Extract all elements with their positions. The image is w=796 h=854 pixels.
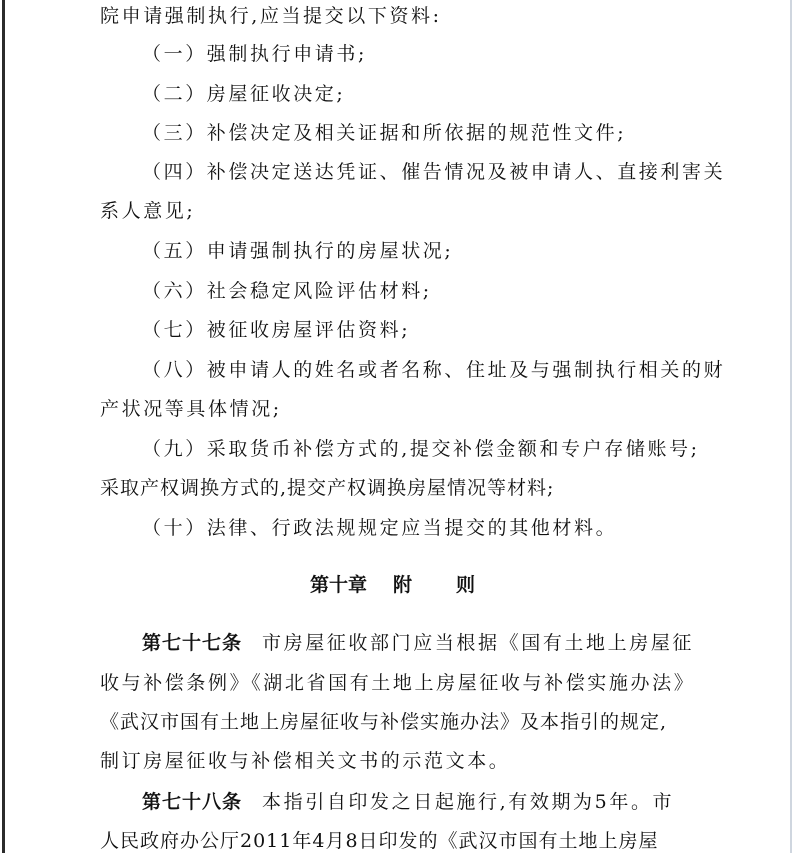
list-item-2: （二）房屋征收决定;: [142, 83, 346, 105]
article-78-first-line: [142, 789, 674, 815]
list-item-8-continued: 产状况等具体情况;: [100, 398, 282, 420]
article-78-label: 第七十八条: [142, 791, 243, 813]
window-left-border: [2, 0, 5, 853]
chapter-heading: [310, 571, 475, 599]
list-item-10: （十）法律、行政法规规定应当提交的其他材料。: [142, 517, 618, 539]
article-77-text: 市房屋征收部门应当根据《国有土地上房屋征: [262, 632, 695, 654]
list-item-4-continued: 系人意见;: [100, 200, 196, 222]
list-item-5: （五）申请强制执行的房屋状况;: [142, 240, 454, 262]
chapter-title-char-2: 则: [456, 574, 476, 596]
list-item-9-continued: 采取产权调换方式的,提交产权调换房屋情况等材料;: [100, 477, 555, 499]
list-item-8: （八）被申请人的姓名或者名称、住址及与强制执行相关的财: [142, 359, 726, 381]
article-77-first-line: [142, 630, 694, 656]
article-77-line-2: 收与补偿条例》《湖北省国有土地上房屋征收与补偿实施办法》: [100, 672, 696, 694]
list-item-4: （四）补偿决定送达凭证、催告情况及被申请人、直接利害关: [142, 161, 726, 183]
article-77-line-3: 《武汉市国有土地上房屋征收与补偿实施办法》及本指引的规定,: [100, 711, 668, 733]
window-right-border: [790, 0, 792, 853]
list-item-6: （六）社会稳定风险评估材料;: [142, 280, 432, 302]
chapter-title-char-1: 附: [393, 574, 413, 596]
list-item-9: （九）采取货币补偿方式的,提交补偿金额和专户存储账号;: [142, 438, 700, 460]
list-item-7: （七）被征收房屋评估资料;: [142, 319, 411, 341]
text-line: 院申请强制执行,应当提交以下资料:: [100, 5, 442, 27]
list-item-1: （一）强制执行申请书;: [142, 43, 368, 65]
chapter-number: 第十章: [310, 574, 368, 596]
article-78-line-2: 人民政府办公厅2011年4月8日印发的《武汉市国有土地上房屋: [100, 830, 659, 852]
article-78-text: 本指引自印发之日起施行,有效期为5年。市: [262, 791, 675, 813]
article-77-line-4: 制订房屋征收与补偿相关文书的示范文本。: [100, 750, 511, 772]
article-77-label: 第七十七条: [142, 632, 243, 654]
list-item-3: （三）补偿决定及相关证据和所依据的规范性文件;: [142, 122, 627, 144]
